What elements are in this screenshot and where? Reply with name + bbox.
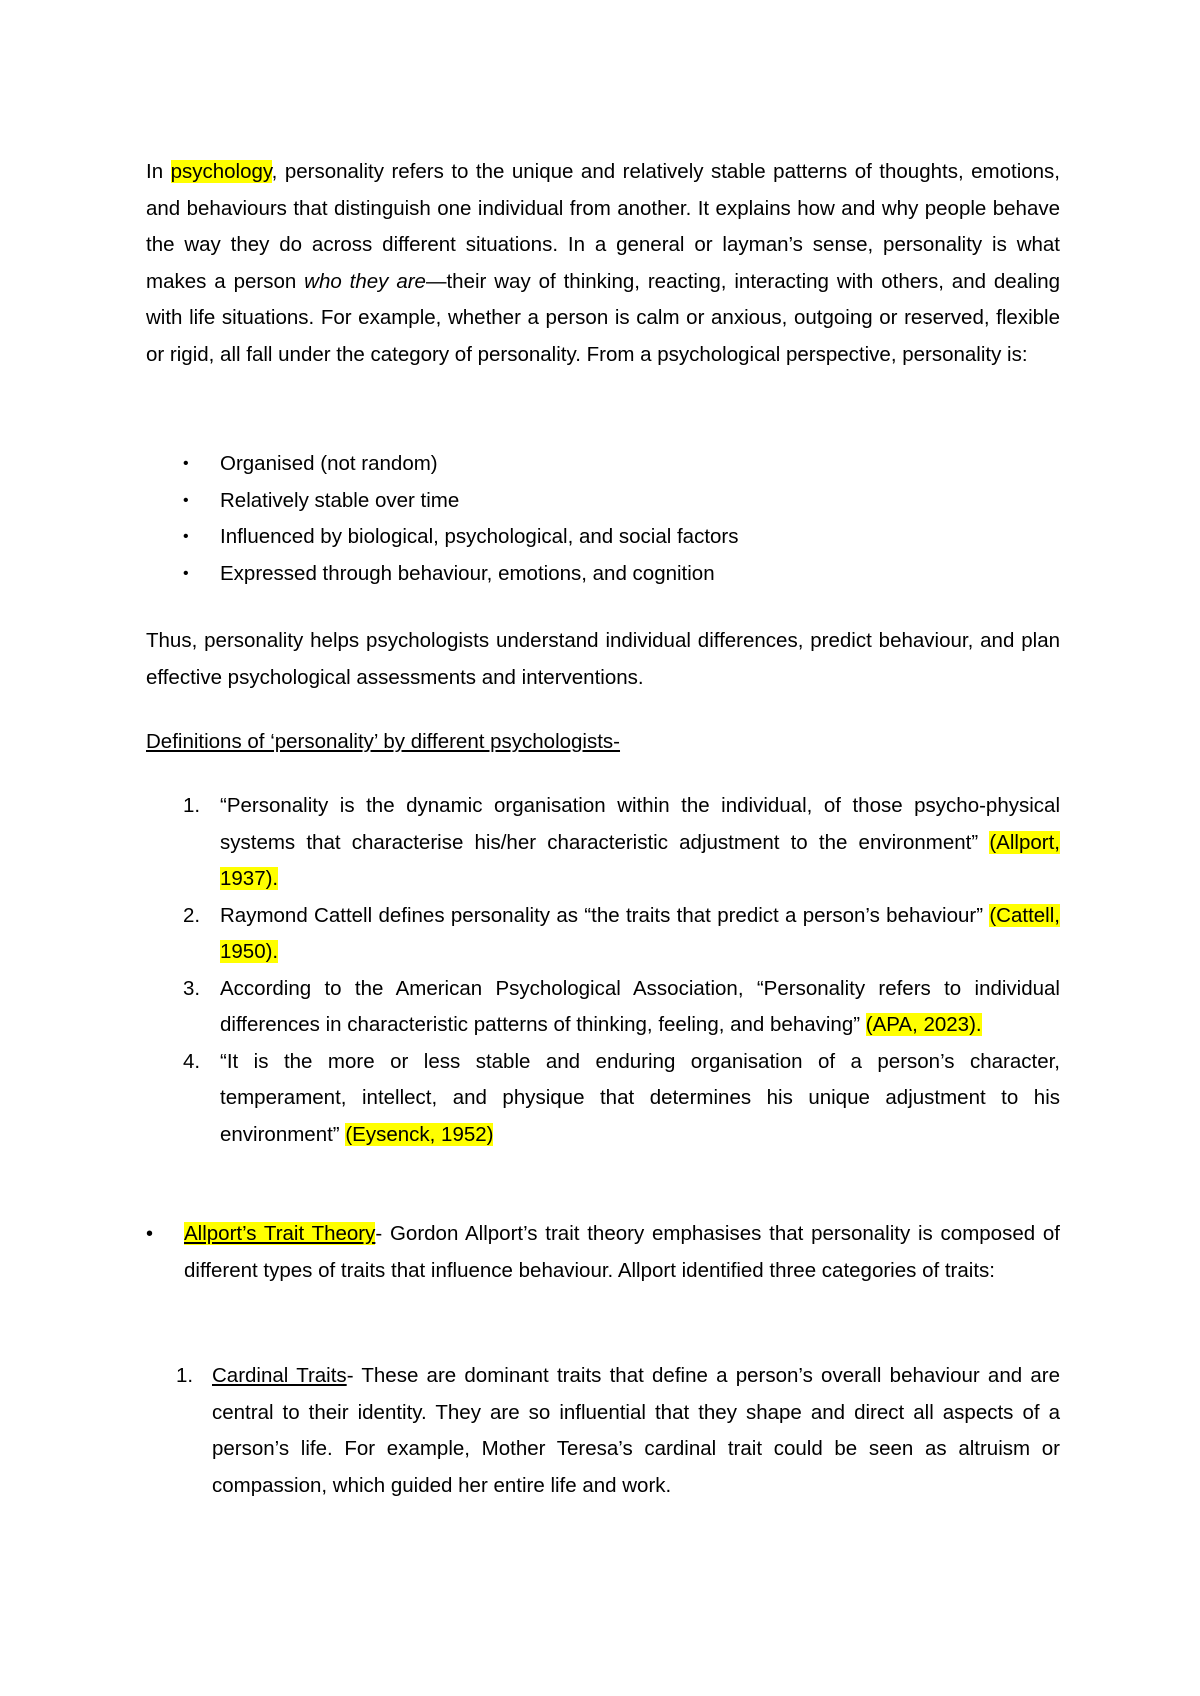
bullet-dot-icon: • (183, 491, 189, 509)
list-number: 2. (183, 903, 201, 927)
allport-text: - Gordon Allport’s trait theory emphasises that personality is composed of different types of traits that influence behaviour. Allport identified three categories of traits: (184, 1222, 1060, 1282)
definition-text: “It is the more or less stable and enduring organisation of a person’s character, temperament, intellect, and physique that determines his unique adjustment to his environment” (220, 1049, 1060, 1146)
bullet-item (146, 556, 1060, 593)
intro-paragraph (146, 154, 1060, 373)
bullet-dot-icon: • (183, 564, 189, 582)
bullet-item (146, 483, 1060, 520)
citation-highlight: (APA, 2023). (865, 1013, 982, 1036)
intro-prefix: In (146, 160, 171, 183)
allport-section (146, 1216, 1060, 1289)
thus-paragraph: Thus, personality helps psychologists understand individual differences, predict behaviour, and plan effective psychological assessments and interventions. (146, 629, 1060, 689)
definition-text: According to the American Psychological Association, “Personality refers to individual differences in characteristic patterns of thinking, feeling, and behaving” (220, 976, 1060, 1036)
bullet-text: Organised (not random) (220, 452, 438, 475)
list-number: 1. (183, 794, 201, 817)
allport-title: Allport’s Trait Theory (184, 1222, 376, 1245)
bullet-item (146, 446, 1060, 483)
bullet-text: Expressed through behaviour, emotions, and cognition (220, 561, 715, 585)
definition-item (146, 1044, 1060, 1154)
list-number: 1. (176, 1364, 194, 1387)
definitions-heading: Definitions of ‘personality’ by different psychologists- (146, 730, 621, 753)
trait-categories-list (146, 1358, 1060, 1504)
trait-item-cardinal (146, 1358, 1060, 1504)
personality-bullet-list (146, 446, 1060, 592)
cardinal-title: Cardinal Traits (212, 1364, 347, 1387)
definition-item (146, 971, 1060, 1044)
bullet-dot-icon: • (146, 1223, 154, 1245)
definition-item (146, 898, 1060, 971)
citation-highlight: (Eysenck, 1952) (345, 1122, 494, 1146)
cardinal-text: - These are dominant traits that define a person’s overall behaviour and are central to their identity. They are so influential that they shape and direct all aspects of a person’s life. For example, Mother Teresa’s cardinal trait could be seen as altruism or compassion, which guided her entire life and work. (212, 1364, 1060, 1497)
bullet-text: Relatively stable over time (220, 488, 460, 512)
bullet-text: Influenced by biological, psychological, and social factors (220, 525, 739, 548)
bullet-dot-icon: • (183, 528, 189, 545)
citation-highlight: (Cattell, 1950). (220, 903, 1060, 963)
list-number: 4. (183, 1049, 201, 1073)
bullet-dot-icon: • (183, 455, 189, 472)
definition-item (146, 788, 1060, 898)
definition-text: Raymond Cattell defines personality as “the traits that predict a person’s behaviour” (220, 903, 990, 927)
intro-text-part1: , personality refers to the unique and relatively stable patterns of thoughts, emotions, and behaviours that distinguish one individual from another. It explains how and why people behave the way they do across different situations. In a general or layman’s sense, personality is what makes a person (146, 160, 1061, 293)
intro-text-part2: —their way of thinking, reacting, interacting with others, and dealing with life situations. For example, whether a person is calm or anxious, outgoing or reserved, flexible or rigid, all fall under the category of personality. From a psychological perspective, personality is: (146, 269, 1061, 366)
intro-highlight-psychology: psychology (170, 160, 272, 183)
bullet-item (146, 519, 1060, 556)
intro-italic: who they are (304, 269, 426, 293)
allport-paragraph (184, 1216, 1060, 1289)
citation-highlight: (Allport, 1937). (220, 830, 1060, 890)
definition-text: “Personality is the dynamic organisation within the individual, of those psycho-physical systems that characterise his/her characteristic adjustment to the environment” (220, 794, 1060, 854)
definitions-list (146, 788, 1060, 1153)
list-number: 3. (183, 976, 201, 1000)
